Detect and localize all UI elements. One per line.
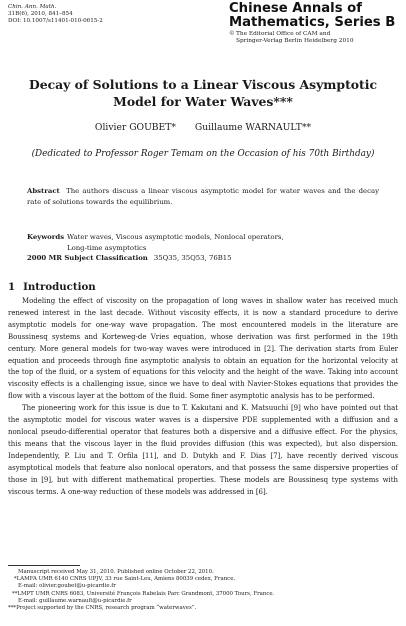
subject-classification	[27, 253, 232, 264]
section-number: 1	[8, 281, 16, 293]
section-title: Introduction	[23, 281, 96, 293]
msc-value: 35Q35, 35Q53, 76B15	[153, 254, 232, 262]
keywords-line2: Long-time asymptotics	[67, 243, 147, 252]
footnote: E-mail: guillaume.warnault@u-picardie.fr	[18, 597, 132, 604]
journal-name-line2: Mathematics, Series B	[229, 14, 396, 30]
footnote: *LAMFA UMR 6140 CNRS UPJV, 33 rue Saint-Leu, Amiens 80039 cedex, France.	[14, 576, 236, 583]
publisher-info	[229, 31, 403, 45]
author-2: Guillaume WARNAULT**	[194, 122, 312, 133]
doi: DOI: 10.1007/s11401-010-0615-2	[8, 18, 103, 25]
body-text	[8, 296, 398, 498]
author-1: Olivier GOUBET*	[94, 122, 176, 133]
journal-abbrev: Chin. Ann. Math.	[8, 4, 57, 10]
author-list	[0, 122, 406, 133]
keywords-line1: Water waves, Viscous asymptotic models, Nonlocal operators,	[67, 233, 284, 241]
footnotes	[8, 569, 400, 612]
footnote-rule	[8, 565, 80, 566]
footnote: E-mail: olivier.goubet@u-picardie.fr	[18, 583, 116, 590]
dedication: (Dedicated to Professor Roger Temam on the Occasion of his 70th Birthday)	[31, 149, 375, 159]
citation-header	[8, 4, 103, 26]
copyright-icon: ©	[229, 31, 235, 38]
abstract	[27, 186, 379, 207]
paragraph: Modeling the effect of viscosity on the propagation of long waves in shallow water has received much renewed interest in the last decade. Without viscosity effects, it is now a standard procedure to derive asymptotic models for one-way wave propagation. The most encountered models in the literature are Boussinesq systems and Korteweg-de Vries equation, whose derivation was first performed in the 19th century. More general models for two-way waves were introduced in [2]. The derivation starts from Euler equation and proceeds through fine asymptotic analysis to obtain an equation for the horizontal velocity at the top of the fluid, or a system of equations for this velocity and the height of the wave. Taking into account viscosity effects is a challenging issue, since we have to deal with Navier-Stokes equations that provides the flow with a viscous layer at the bottom of the fluid. Some finer asymptotic analysis has to be performed.	[8, 297, 398, 401]
paragraph: The pioneering work for this issue is due to T. Kakutani and K. Matsuuchi [9] who have pointed out that the asymptotic model for viscous water waves is a dispersive PDE supplemented with a diffusion and a nonlocal pseudo-differential operator that features both a dispersive and a diffusive effect. For the physics, this means that the viscous layer in the fluid provides diffusion (this was expected), but also dispersion. Independently, P. Liu and T. Orfila [11], and D. Dutykh and F. Dias [7], have recently derived viscous asymptotical models that feature also nonlocal operators, and that possess the same dispersive properties of those in [9], but with different mathematical properties. These models are Boussinesq type systems with viscous terms. A one-way reduction of these models was addressed in [6].	[8, 404, 398, 496]
journal-masthead	[229, 2, 403, 45]
section-heading	[8, 281, 96, 293]
abstract-label: Abstract	[27, 187, 60, 195]
abstract-text: The authors discuss a linear viscous asymptotic model for water waves and the decay rate of solutions towards the equilibrium.	[27, 187, 379, 206]
title-line1: Decay of Solutions to a Linear Viscous Asymptotic	[28, 77, 378, 92]
journal-name-line1: Chinese Annals of	[229, 1, 362, 16]
volume-pages: 31B(6), 2010, 841–854	[8, 11, 73, 18]
keywords-label: Keywords	[27, 233, 65, 241]
footnote: Manuscript received May 31, 2010. Published online October 22, 2010.	[18, 569, 214, 575]
footnote: **LMPT UMR CNRS 6083, Université François Rabelais Parc Grandmont, 37000 Tours, France.	[12, 590, 275, 597]
title-line2: Model for Water Waves***	[113, 93, 293, 109]
msc-label: 2000 MR Subject Classification	[27, 254, 148, 262]
publisher-line1: The Editorial Office of CAM and	[236, 31, 331, 38]
publisher-line2: Springer-Verlag Berlin Heidelberg 2010	[236, 38, 354, 45]
paper-title	[0, 77, 406, 110]
footnote: ***Project supported by the CNRS, research program “waterwaves”.	[8, 605, 197, 612]
